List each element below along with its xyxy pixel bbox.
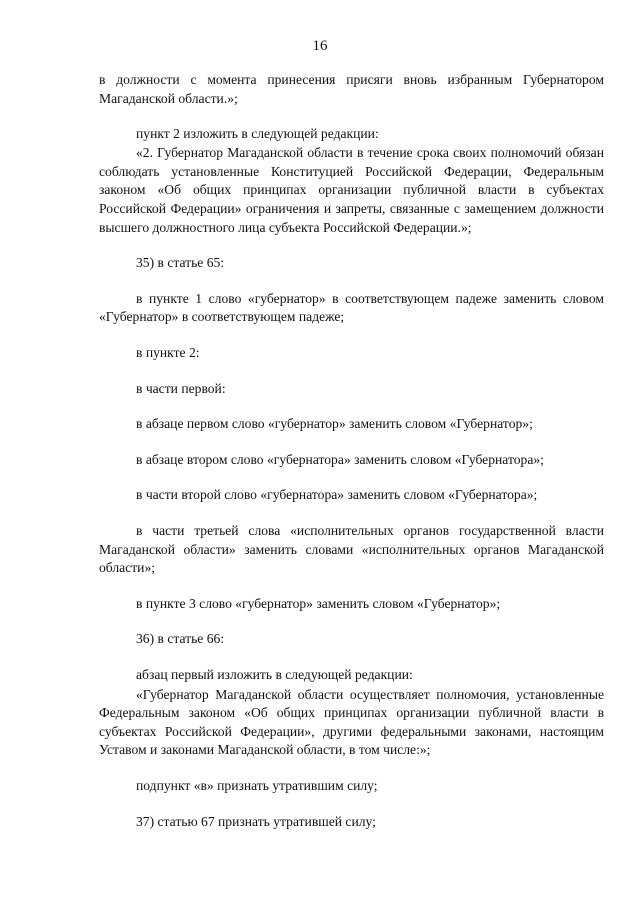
paragraph-subitem-v: подпункт «в» признать утратившим силу; [136,777,378,793]
paragraph-first-abzats-instruction: абзац первый изложить в следующей редакции: [136,666,413,682]
page-number: 16 [312,38,328,54]
paragraph-clause-35-item-1: в пункте 1 слово «губернатор» в соответствующем падеже заменить словом «Губернатор» в соответствующем падеже; [99,290,604,325]
paragraph-part-one: в части первой: [136,380,226,396]
paragraph-clause-36: 36) в статье 66: [136,631,225,647]
paragraph-item-2-new-text: «2. Губернатор Магаданской области в течение срока своих полномочий обязан соблюдать установленные Конституцией Российской Федерации, Федеральным законом «Об общих принципах организации публичной власти в субъектах Российской Федерации» ограничения и запреты, связанные с замещением должности высшего должностного лица субъекта Российской Федерации.»; [99,145,604,235]
paragraph-first-abzats: в абзаце первом слово «губернатор» заменить словом «Губернатор»; [136,416,533,432]
document-body [99,71,604,831]
paragraph-clause-35-item-2: в пункте 2: [136,345,200,361]
paragraph-first-abzats-new-text: «Губернатор Магаданской области осуществляет полномочия, установленные Федеральным законом «Об общих принципах организации публичной власти в субъектах Российской Федерации», другими федеральными законами, настоящим Уставом и законами Магаданской области, в том числе:»; [99,686,604,758]
paragraph-continuation: в должности с момента принесения присяги вновь избранным Губернатором Магаданской области.»; [99,72,604,106]
paragraph-clause-37: 37) статью 67 признать утратившей силу; [136,813,376,829]
paragraph-clause-35: 35) в статье 65: [136,255,225,271]
paragraph-part-two: в части второй слово «губернатора» заменить словом «Губернатора»; [136,487,538,503]
paragraph-part-three: в части третьей слова «исполнительных органов государственной власти Магаданской области» заменить словами «исполнительных органов Магаданской области»; [99,523,604,576]
paragraph-clause-35-item-3: в пункте 3 слово «губернатор» заменить словом «Губернатор»; [136,595,501,611]
paragraph-second-abzats: в абзаце втором слово «губернатора» заменить словом «Губернатора»; [136,451,544,467]
paragraph-item-2-instruction: пункт 2 изложить в следующей редакции: [136,125,379,141]
